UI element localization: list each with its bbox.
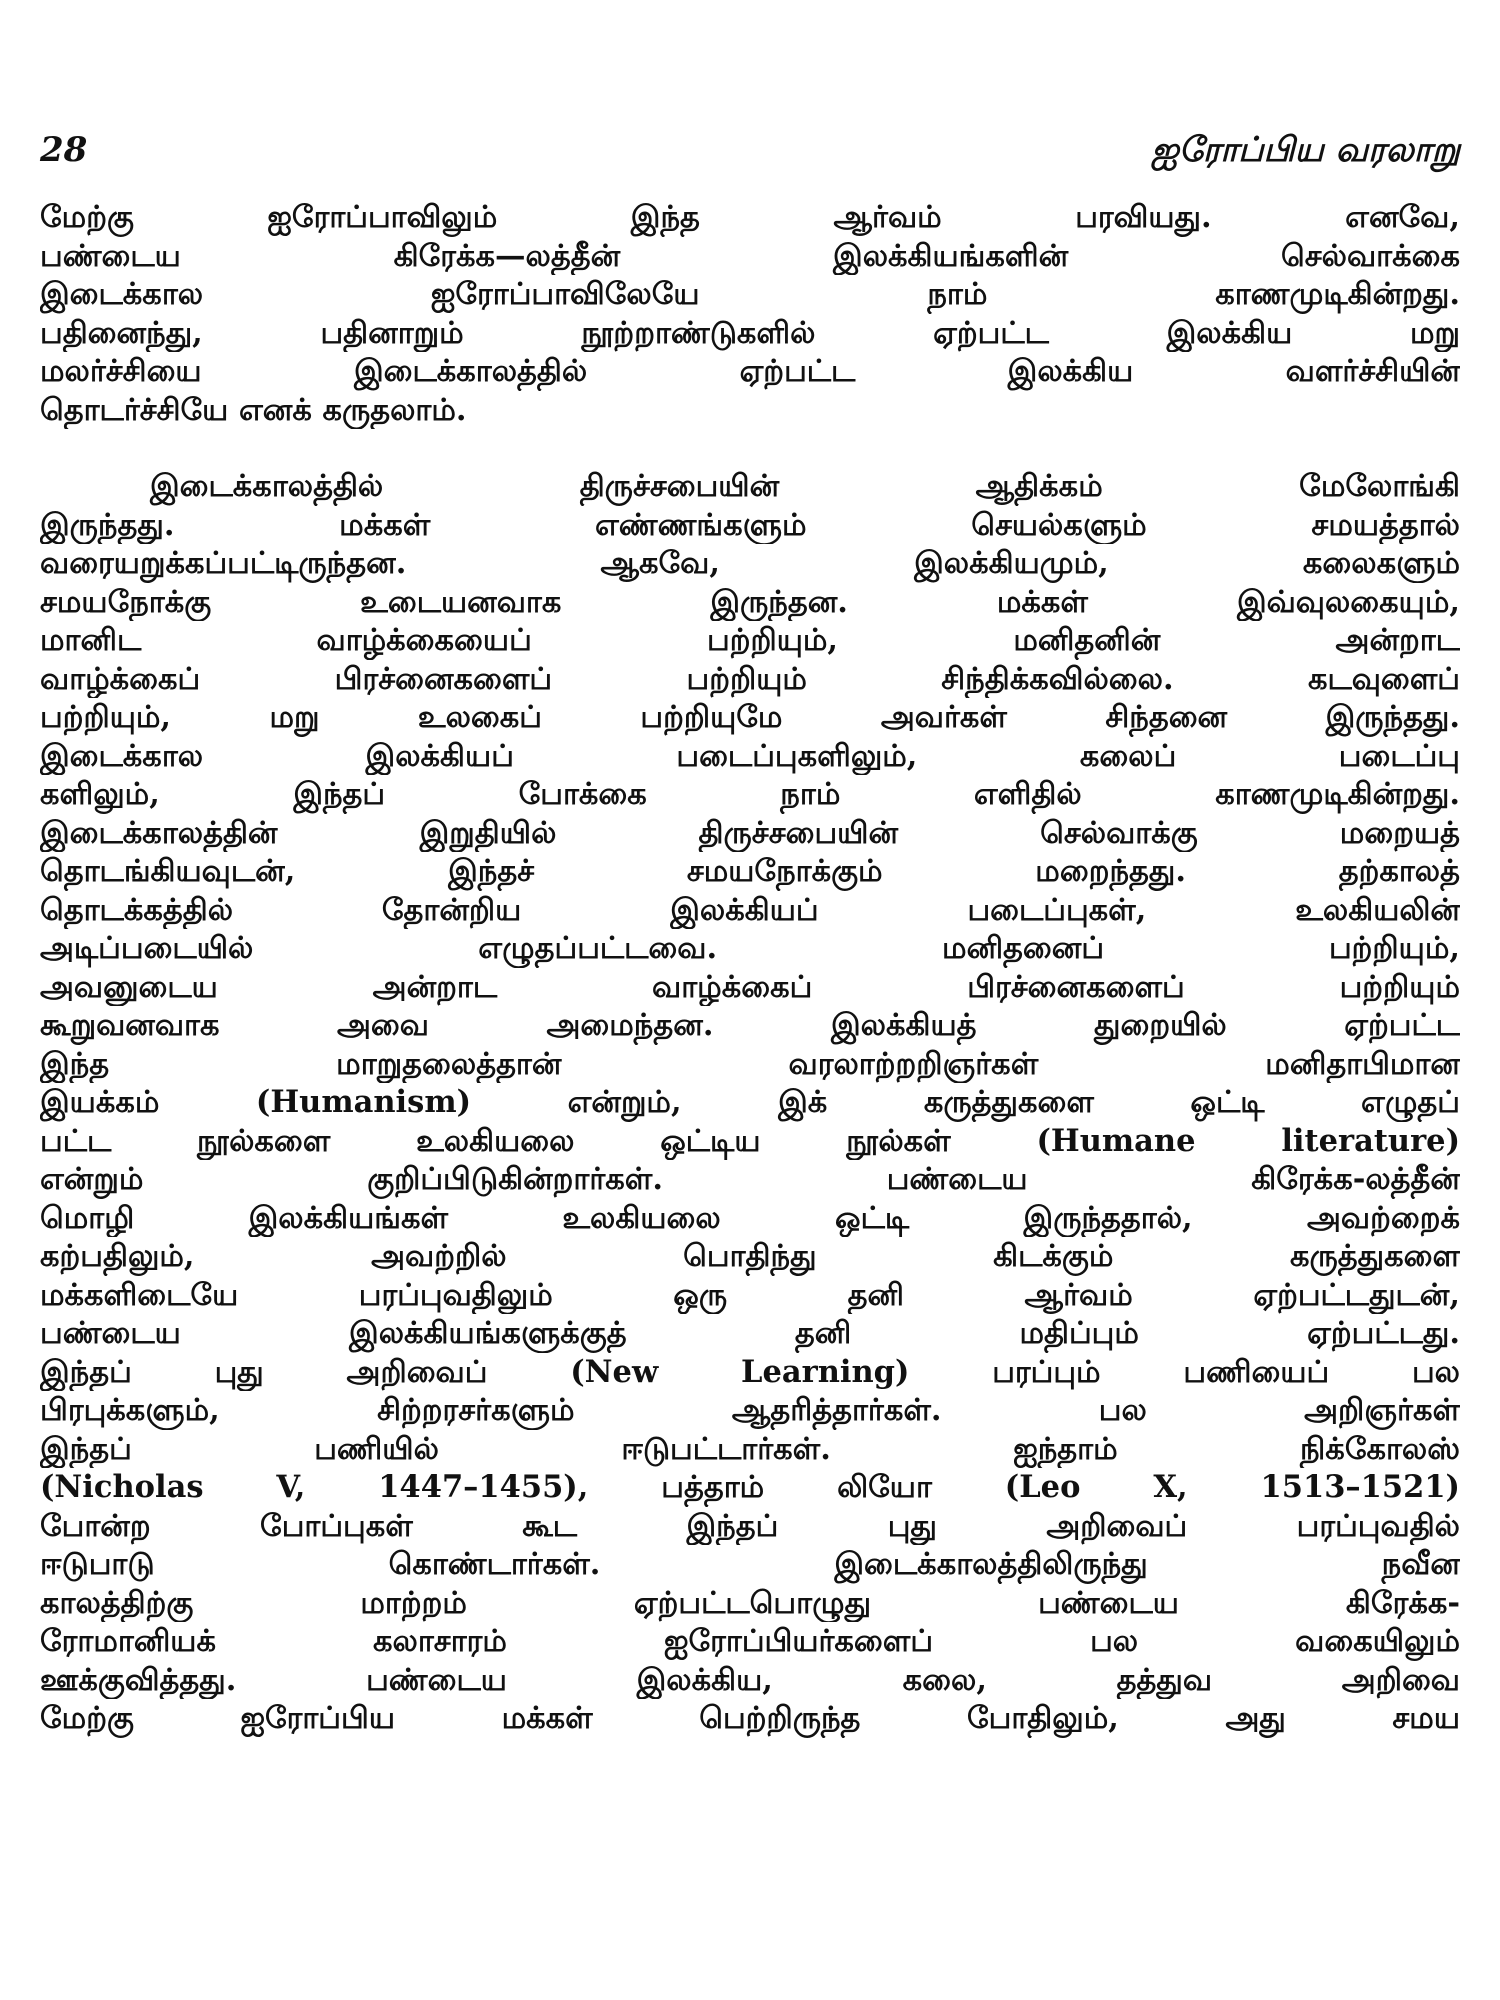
text-line: சமயநோக்கு உடையனவாக இருந்தன. மக்கள் இவ்வுலகையும், bbox=[40, 583, 1460, 620]
text-line: காலத்திற்கு மாற்றம் ஏற்பட்டபொழுது பண்டைய கிரேக்க- bbox=[40, 1584, 1460, 1621]
text-line: கூறுவனவாக அவை அமைந்தன. இலக்கியத் துறையில் ஏற்பட்ட bbox=[40, 1007, 1460, 1043]
text-line: அவனுடைய அன்றாட வாழ்க்கைப் பிரச்னைகளைப் பற்றியும் bbox=[40, 968, 1460, 1005]
body-text bbox=[40, 198, 1460, 1738]
text-line: மானிட வாழ்க்கையைப் பற்றியும், மனிதனின் அன்றாட bbox=[40, 622, 1460, 658]
text-line: பிரபுக்களும், சிற்றரசர்களும் ஆதரித்தார்கள். பல அறிஞர்கள் bbox=[40, 1392, 1460, 1428]
text-line: வாழ்க்கைப் பிரச்னைகளைப் பற்றியும் சிந்திக்கவில்லை. கடவுளைப் bbox=[40, 660, 1460, 697]
text-line: பண்டைய இலக்கியங்களுக்குத் தனி மதிப்பும் ஏற்பட்டது. bbox=[40, 1315, 1460, 1351]
running-head bbox=[40, 130, 1460, 190]
text-line: தொடர்ச்சியே எனக் கருதலாம். bbox=[40, 391, 467, 428]
text-line: ஊக்குவித்தது. பண்டைய இலக்கிய, கலை, தத்துவ அறிவை bbox=[40, 1661, 1460, 1698]
text-line: இடைக்கால ஐரோப்பாவிலேயே நாம் காணமுடிகின்றது. bbox=[40, 276, 1460, 312]
text-line: களிலும், இந்தப் போக்கை நாம் எளிதில் காணமுடிகின்றது. bbox=[40, 776, 1460, 812]
text-line: இந்தப் புது அறிவைப் (New Learning) பரப்பும் பணியைப் பல bbox=[40, 1353, 1460, 1390]
text-line: என்றும் குறிப்பிடுகின்றார்கள். பண்டைய கிரேக்க-லத்தீன் bbox=[40, 1161, 1460, 1197]
book-page bbox=[40, 130, 1460, 1970]
text-line: இடைக்காலத்தின் இறுதியில் திருச்சபையின் செல்வாக்கு மறையத் bbox=[40, 814, 1460, 851]
text-line: இடைக்காலத்தில் திருச்சபையின் ஆதிக்கம் மேலோங்கி bbox=[150, 468, 1460, 504]
text-line: கற்பதிலும், அவற்றில் பொதிந்து கிடக்கும் கருத்துகளை bbox=[40, 1238, 1460, 1274]
text-line: இந்த மாறுதலைத்தான் வரலாற்றறிஞர்கள் மனிதாபிமான bbox=[40, 1045, 1460, 1082]
book-title: ஐரோப்பிய வரலாறு bbox=[1151, 130, 1460, 170]
text-line: பற்றியும், மறு உலகைப் பற்றியுமே அவர்கள் சிந்தனை இருந்தது. bbox=[40, 699, 1460, 735]
text-line: தொடக்கத்தில் தோன்றிய இலக்கியப் படைப்புகள், உலகியலின் bbox=[40, 891, 1460, 928]
text-line: அடிப்படையில் எழுதப்பட்டவை. மனிதனைப் பற்றியும், bbox=[40, 930, 1460, 966]
text-line: மேற்கு ஐரோப்பாவிலும் இந்த ஆர்வம் பரவியது. எனவே, bbox=[40, 199, 1460, 235]
text-line: பதினைந்து, பதினாறும் நூற்றாண்டுகளில் ஏற்பட்ட இலக்கிய மறு bbox=[40, 314, 1460, 351]
text-line: தொடங்கியவுடன், இந்தச் சமயநோக்கும் மறைந்தது. தற்காலத் bbox=[40, 853, 1460, 889]
text-line: இருந்தது. மக்கள் எண்ணங்களும் செயல்களும் சமயத்தால் bbox=[40, 506, 1460, 543]
text-line: இடைக்கால இலக்கியப் படைப்புகளிலும், கலைப் படைப்பு bbox=[40, 737, 1460, 774]
text-line: வரையறுக்கப்பட்டிருந்தன. ஆகவே, இலக்கியமும், கலைகளும் bbox=[40, 545, 1460, 581]
text-line: மேற்கு ஐரோப்பிய மக்கள் பெற்றிருந்த போதிலும், அது சமய bbox=[40, 1700, 1460, 1736]
text-line: இயக்கம் (Humanism) என்றும், இக் கருத்துகளை ஒட்டி எழுதப் bbox=[40, 1084, 1460, 1120]
text-line: (Nicholas V, 1447–1455), பத்தாம் லியோ (Leo X, 1513–1521) bbox=[40, 1469, 1460, 1505]
text-line: மொழி இலக்கியங்கள் உலகியலை ஒட்டி இருந்ததால், அவற்றைக் bbox=[40, 1199, 1460, 1236]
paragraph-1 bbox=[40, 198, 1460, 429]
text-line: மக்களிடையே பரப்புவதிலும் ஒரு தனி ஆர்வம் ஏற்பட்டதுடன், bbox=[40, 1276, 1460, 1313]
paragraph-2 bbox=[40, 467, 1460, 1738]
text-line: பண்டைய கிரேக்க—லத்தீன் இலக்கியங்களின் செல்வாக்கை bbox=[40, 237, 1460, 274]
text-line: ரோமானியக் கலாசாரம் ஐரோப்பியர்களைப் பல வகையிலும் bbox=[40, 1623, 1460, 1659]
text-line: மலர்ச்சியை இடைக்காலத்தில் ஏற்பட்ட இலக்கிய வளர்ச்சியின் bbox=[40, 353, 1460, 389]
text-line: போன்ற போப்புகள் கூட இந்தப் புது அறிவைப் பரப்புவதில் bbox=[40, 1507, 1460, 1544]
text-line: பட்ட நூல்களை உலகியலை ஒட்டிய நூல்கள் (Humane literature) bbox=[40, 1122, 1460, 1159]
text-line: இந்தப் பணியில் ஈடுபட்டார்கள். ஐந்தாம் நிக்கோலஸ் bbox=[40, 1430, 1460, 1467]
text-line: ஈடுபாடு கொண்டார்கள். இடைக்காலத்திலிருந்து நவீன bbox=[40, 1546, 1460, 1582]
page-number: 28 bbox=[40, 130, 88, 170]
